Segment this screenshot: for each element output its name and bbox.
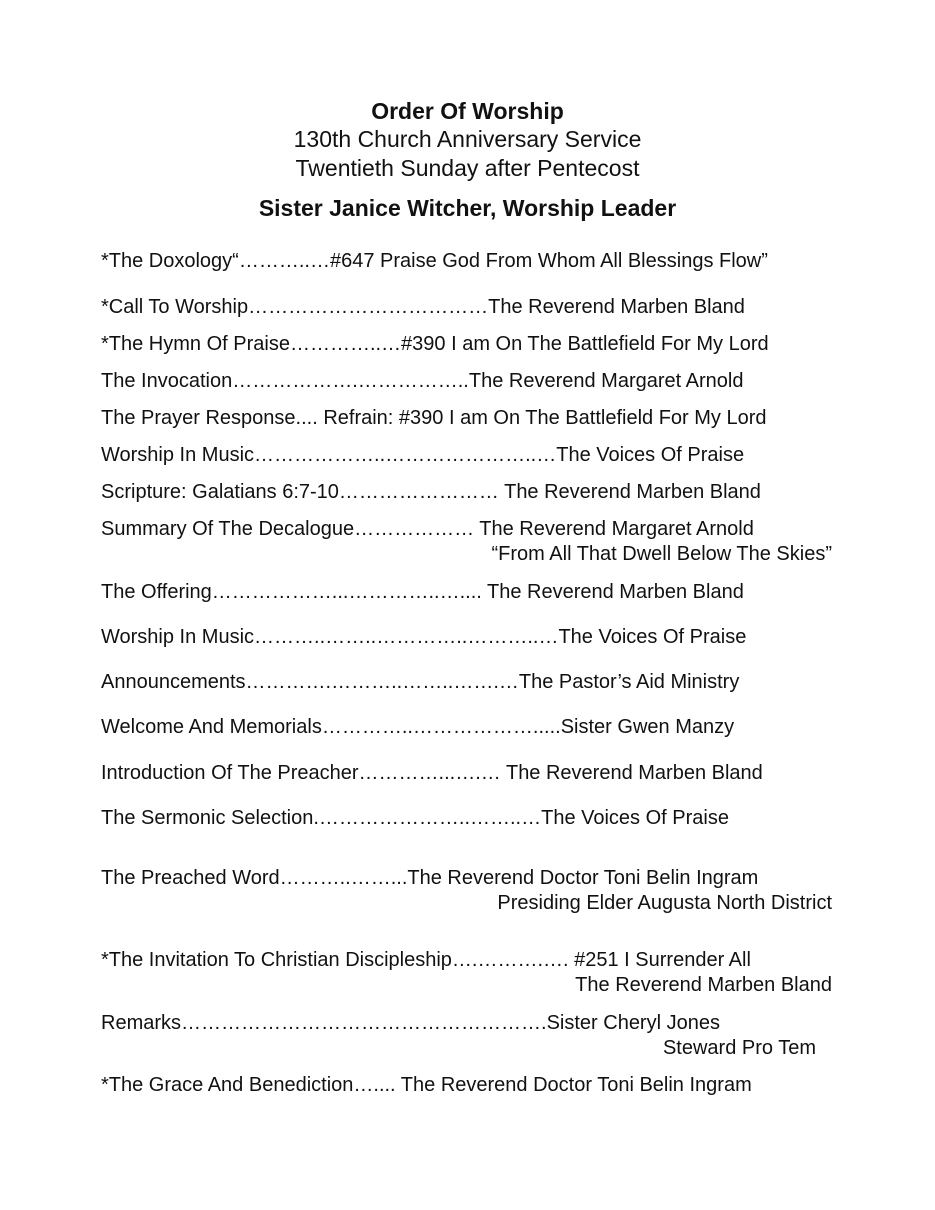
- program-line-welcome: Welcome And Memorials…………..……………….....Sister Gwen Manzy: [101, 716, 735, 738]
- program-line-doxology: *The Doxology“………..…#647 Praise God From Whom All Blessings Flow”: [101, 250, 768, 272]
- program-line-preached-word: The Preached Word………..……...The Reverend Doctor Toni Belin Ingram: [101, 867, 759, 889]
- program-line-decalogue-hymn: “From All That Dwell Below The Skies”: [491, 543, 832, 565]
- program-line-remarks-title: Steward Pro Tem: [662, 1037, 816, 1059]
- page-title: Order Of Worship: [371, 98, 564, 124]
- program-line-hymn-of-praise: *The Hymn Of Praise…………..…#390 I am On The Battlefield For My Lord: [101, 333, 769, 355]
- program-line-benediction: *The Grace And Benediction….... The Reverend Doctor Toni Belin Ingram: [101, 1074, 752, 1096]
- program-line-invitation-leader: The Reverend Marben Bland: [575, 974, 832, 996]
- program-line-worship-in-music-2: Worship In Music………..……..…………..………..…The Voices Of Praise: [101, 626, 747, 648]
- program-line-worship-in-music-1: Worship In Music………………..…………………..…The Voices Of Praise: [101, 444, 745, 466]
- program-line-introduction: Introduction Of The Preacher…………...….… The Reverend Marben Bland: [101, 762, 763, 784]
- program-line-call-to-worship: *Call To Worship………………………………The Reverend Marben Bland: [101, 296, 745, 318]
- program-line-invitation: *The Invitation To Christian Discipleship….……….…. #251 I Surrender All: [101, 949, 751, 971]
- program-line-sermonic-selection: The Sermonic Selection.…………………..……..…The Voices Of Praise: [101, 807, 729, 829]
- program-line-preacher-title: Presiding Elder Augusta North District: [497, 892, 832, 914]
- program-line-invocation: The Invocation……………….……………..The Reverend Margaret Arnold: [101, 370, 744, 392]
- program-line-decalogue: Summary Of The Decalogue……………… The Reverend Margaret Arnold: [101, 518, 754, 540]
- worship-leader: Sister Janice Witcher, Worship Leader: [258, 195, 677, 221]
- service-name: 130th Church Anniversary Service: [293, 126, 642, 152]
- liturgical-date: Twentieth Sunday after Pentecost: [295, 155, 640, 181]
- program-line-remarks: Remarks……………………………………………….Sister Cheryl Jones: [101, 1012, 720, 1034]
- program-line-offering: The Offering………………...…………..….... The Reverend Marben Bland: [101, 581, 744, 603]
- program-line-announcements: Announcements………….………..……..…….…The Pastor’s Aid Ministry: [101, 671, 740, 693]
- program-line-scripture: Scripture: Galatians 6:7-10…………………… The Reverend Marben Bland: [101, 481, 761, 503]
- program-line-prayer-response: The Prayer Response.... Refrain: #390 I am On The Battlefield For My Lord: [101, 407, 767, 429]
